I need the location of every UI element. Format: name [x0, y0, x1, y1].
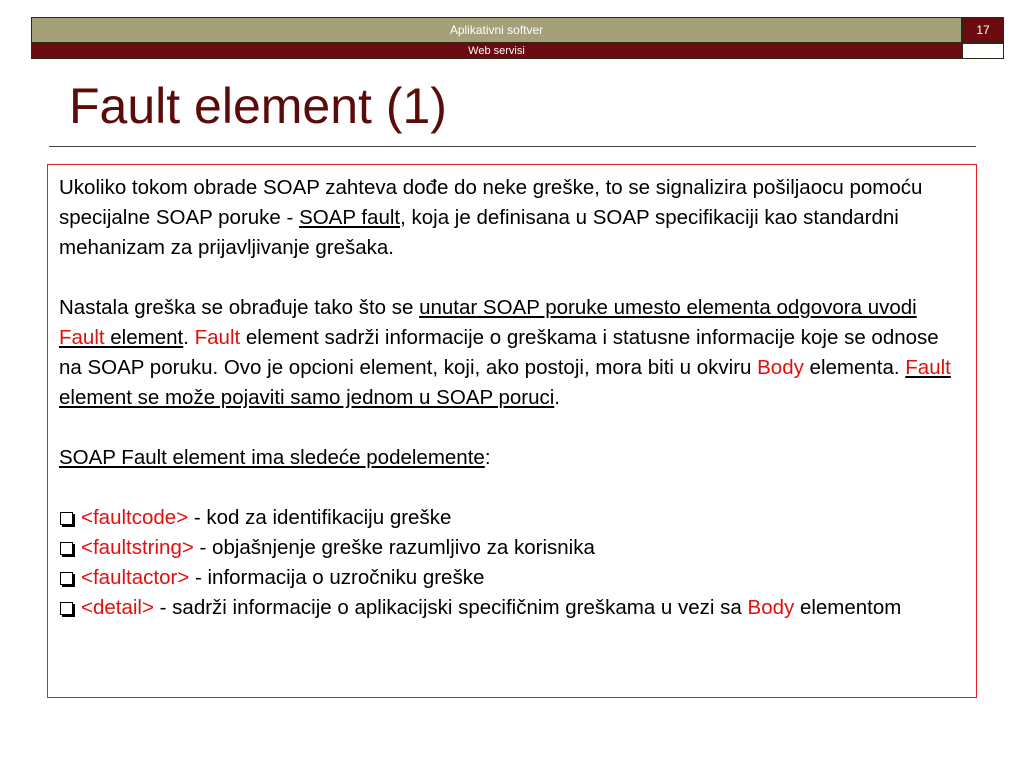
element-tag: <faultstring>	[81, 536, 194, 559]
checkbox-bullet-icon	[60, 602, 73, 615]
element-tag: <faultactor>	[81, 566, 190, 589]
content-box	[47, 164, 977, 698]
slide-number-box	[962, 17, 1004, 43]
list-item	[59, 503, 965, 533]
checkbox-bullet-icon	[60, 572, 73, 585]
list-item-text: - kod za identifikaciju greške	[188, 506, 452, 529]
paragraph-fault	[59, 293, 965, 413]
fault-keyword: Fault	[59, 326, 111, 349]
slide-number: 17	[976, 23, 990, 37]
list-item-text: - sadrži informacije o aplikacijski specifičnim greškama u vezi sa	[153, 596, 748, 619]
checkbox-bullet-icon	[60, 512, 73, 525]
header-section-bar	[31, 43, 962, 59]
list-item-text: - objašnjenje greške razumljivo za korisnika	[193, 536, 595, 559]
list-item	[59, 533, 965, 563]
checkbox-bullet-icon	[60, 542, 73, 555]
list-item	[59, 563, 965, 593]
paragraph-subelements	[59, 443, 965, 473]
list-item-text: - informacija o uzročniku greške	[189, 566, 485, 589]
text-span: element se može pojaviti samo jednom u SOAP poruci	[59, 386, 555, 409]
header-corner-box	[962, 43, 1004, 59]
title-divider	[49, 146, 976, 147]
slide-title: Fault element (1)	[69, 78, 447, 134]
text-span: element	[110, 326, 184, 349]
element-tag: <detail>	[81, 596, 154, 619]
course-title: Aplikativni softver	[449, 23, 544, 37]
fault-keyword: Fault	[905, 356, 951, 379]
spacer	[59, 473, 965, 503]
list-item	[59, 593, 965, 623]
text-span: Ukoliko tokom obrade SOAP zahteva dođe do neke greške, to se signalizira pošiljaocu pomoću specijalne SOAP poruke -	[59, 176, 923, 229]
text-span: :	[484, 446, 491, 469]
body-keyword: Body	[747, 596, 795, 619]
header-course-bar	[31, 17, 962, 43]
subelements-heading: SOAP Fault element ima sledeće podelemente	[59, 446, 485, 469]
text-span: element sadrži informacije o greškama i statusne informacije koje se odnose na SOAP poruku. Ovo je opcioni element, koji, ako postoji, mora biti u okviru	[59, 326, 939, 379]
text-span: elementa.	[803, 356, 906, 379]
list-item-text: elementom	[794, 596, 902, 619]
paragraph-intro	[59, 173, 965, 263]
text-span: , koja je definisana u SOAP specifikaciji kao standardni mehanizam za prijavljivanje grešaka.	[59, 206, 899, 259]
text-span: .	[183, 326, 195, 349]
spacer	[59, 263, 965, 293]
fault-keyword: Fault	[194, 326, 241, 349]
section-title: Web servisi	[468, 45, 525, 57]
text-span: .	[554, 386, 560, 409]
element-tag: <faultcode>	[81, 506, 189, 529]
spacer	[59, 413, 965, 443]
soap-fault-link[interactable]: SOAP fault	[299, 206, 401, 229]
text-span: unutar SOAP poruke umesto elementa odgovora uvodi	[419, 296, 917, 319]
body-keyword: Body	[757, 356, 804, 379]
text-span: Nastala greška se obrađuje tako što se	[59, 296, 420, 319]
